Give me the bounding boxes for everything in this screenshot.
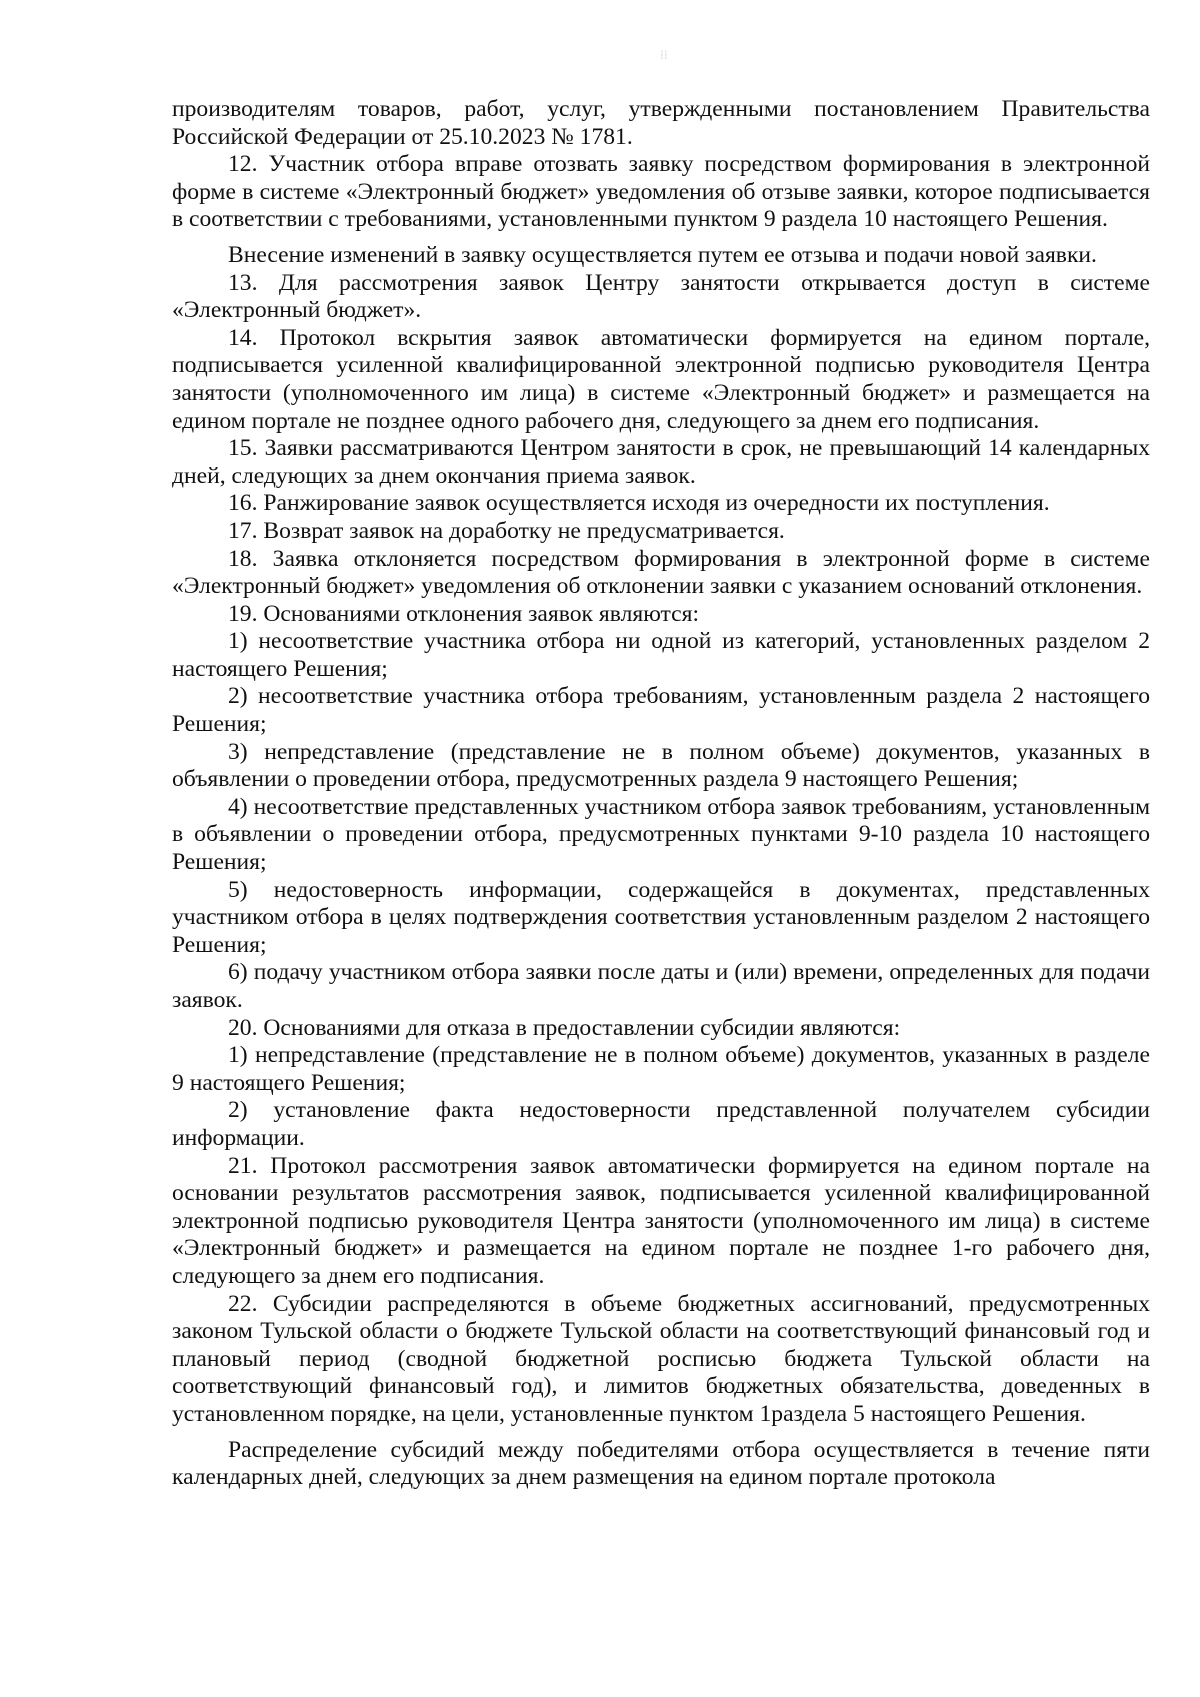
paragraph-item-15: 15. Заявки рассматриваются Центром занятости в срок, не превышающий 14 календарных дней, следующих за днем окончания приема заявок.: [172, 435, 1150, 489]
paragraph-item-21: 21. Протокол рассмотрения заявок автоматически формируется на едином портале на основании результатов рассмотрения заявок, подписывается усиленной квалифицированной электронной подписью руководителя Центра занятости (уполномоченного им лица) в системе «Электронный бюджет» и размещается на едином портале не позднее 1-го рабочего дня, следующего за днем его подписания.: [172, 1152, 1150, 1289]
paragraph-item-20-2: 2) установление факта недостоверности представленной получателем субсидии информации.: [172, 1097, 1150, 1151]
paragraph-item-12: 12. Участник отбора вправе отозвать заявку посредством формирования в электронной форме в системе «Электронный бюджет» уведомления об отзыве заявки, которое подписывается в соответствии с требованиями, установленными пунктом 9 раздела 10 настоящего Решения.: [172, 151, 1150, 233]
paragraph-continuation: производителям товаров, работ, услуг, утвержденными постановлением Правительства Российской Федерации от 25.10.2023 № 1781.: [172, 96, 1150, 150]
paragraph-item-14: 14. Протокол вскрытия заявок автоматически формируется на едином портале, подписывается усиленной квалифицированной электронной подписью руководителя Центра занятости (уполномоченного им лица) в системе «Электронный бюджет» и размещается на едином портале не позднее одного рабочего дня, следующего за днем его подписания.: [172, 324, 1150, 434]
paragraph-item-19-3: 3) непредставление (представление не в полном объеме) документов, указанных в объявлении о проведении отбора, предусмотренных раздела 9 настоящего Решения;: [172, 738, 1150, 793]
paragraph-item-19-5: 5) недостоверность информации, содержащейся в документах, представленных участником отбора в целях подтверждения соответствия установленным разделом 2 настоящего Решения;: [172, 876, 1150, 958]
paragraph-item-22-note: Распределение субсидий между победителями отбора осуществляется в течение пяти календарных дней, следующих за днем размещения на едином портале протокола: [172, 1436, 1150, 1491]
paragraph-item-19-4: 4) несоответствие представленных участником отбора заявок требованиям, установленным в объявлении о проведении отбора, предусмотренных пунктами 9-10 раздела 10 настоящего Решения;: [172, 793, 1150, 876]
paragraph-item-18: 18. Заявка отклоняется посредством формирования в электронной форме в системе «Электронный бюджет» уведомления об отклонении заявки с указанием оснований отклонения.: [172, 545, 1150, 600]
paragraph-item-13: 13. Для рассмотрения заявок Центру занятости открывается доступ в системе «Электронный бюджет».: [172, 269, 1150, 324]
paragraph-item-19-2: 2) несоответствие участника отбора требованиям, установленным раздела 2 настоящего Решения;: [172, 683, 1150, 738]
paragraph-item-17: 17. Возврат заявок на доработку не предусматривается.: [228, 517, 785, 544]
paragraph-item-19: 19. Основаниями отклонения заявок являются:: [228, 600, 699, 627]
page-number-mark: ⁞⁞: [660, 48, 668, 62]
paragraph-item-19-6: 6) подачу участником отбора заявки после даты и (или) времени, определенных для подачи заявок.: [172, 959, 1150, 1013]
paragraph-item-12-note: Внесение изменений в заявку осуществляется путем ее отзыва и подачи новой заявки.: [228, 241, 1097, 268]
paragraph-item-22: 22. Субсидии распределяются в объеме бюджетных ассигнований, предусмотренных законом Тульской области о бюджете Тульской области на соответствующий финансовый год и плановый период (сводной бюджетной росписью бюджета Тульской области на соответствующий финансовый год), и лимитов бюджетных обязательства, доведенных в установленном порядке, на цели, установленные пунктом 1раздела 5 настоящего Решения.: [172, 1290, 1150, 1427]
paragraph-item-20-1: 1) непредставление (представление не в полном объеме) документов, указанных в разделе 9 настоящего Решения;: [172, 1042, 1150, 1096]
paragraph-item-20: 20. Основаниями для отказа в предоставлении субсидии являются:: [228, 1014, 901, 1041]
paragraph-item-19-1: 1) несоответствие участника отбора ни одной из категорий, установленных разделом 2 настоящего Решения;: [172, 628, 1150, 682]
document-page: [172, 96, 1150, 1492]
paragraph-item-16: 16. Ранжирование заявок осуществляется исходя из очередности их поступления.: [228, 490, 1050, 517]
